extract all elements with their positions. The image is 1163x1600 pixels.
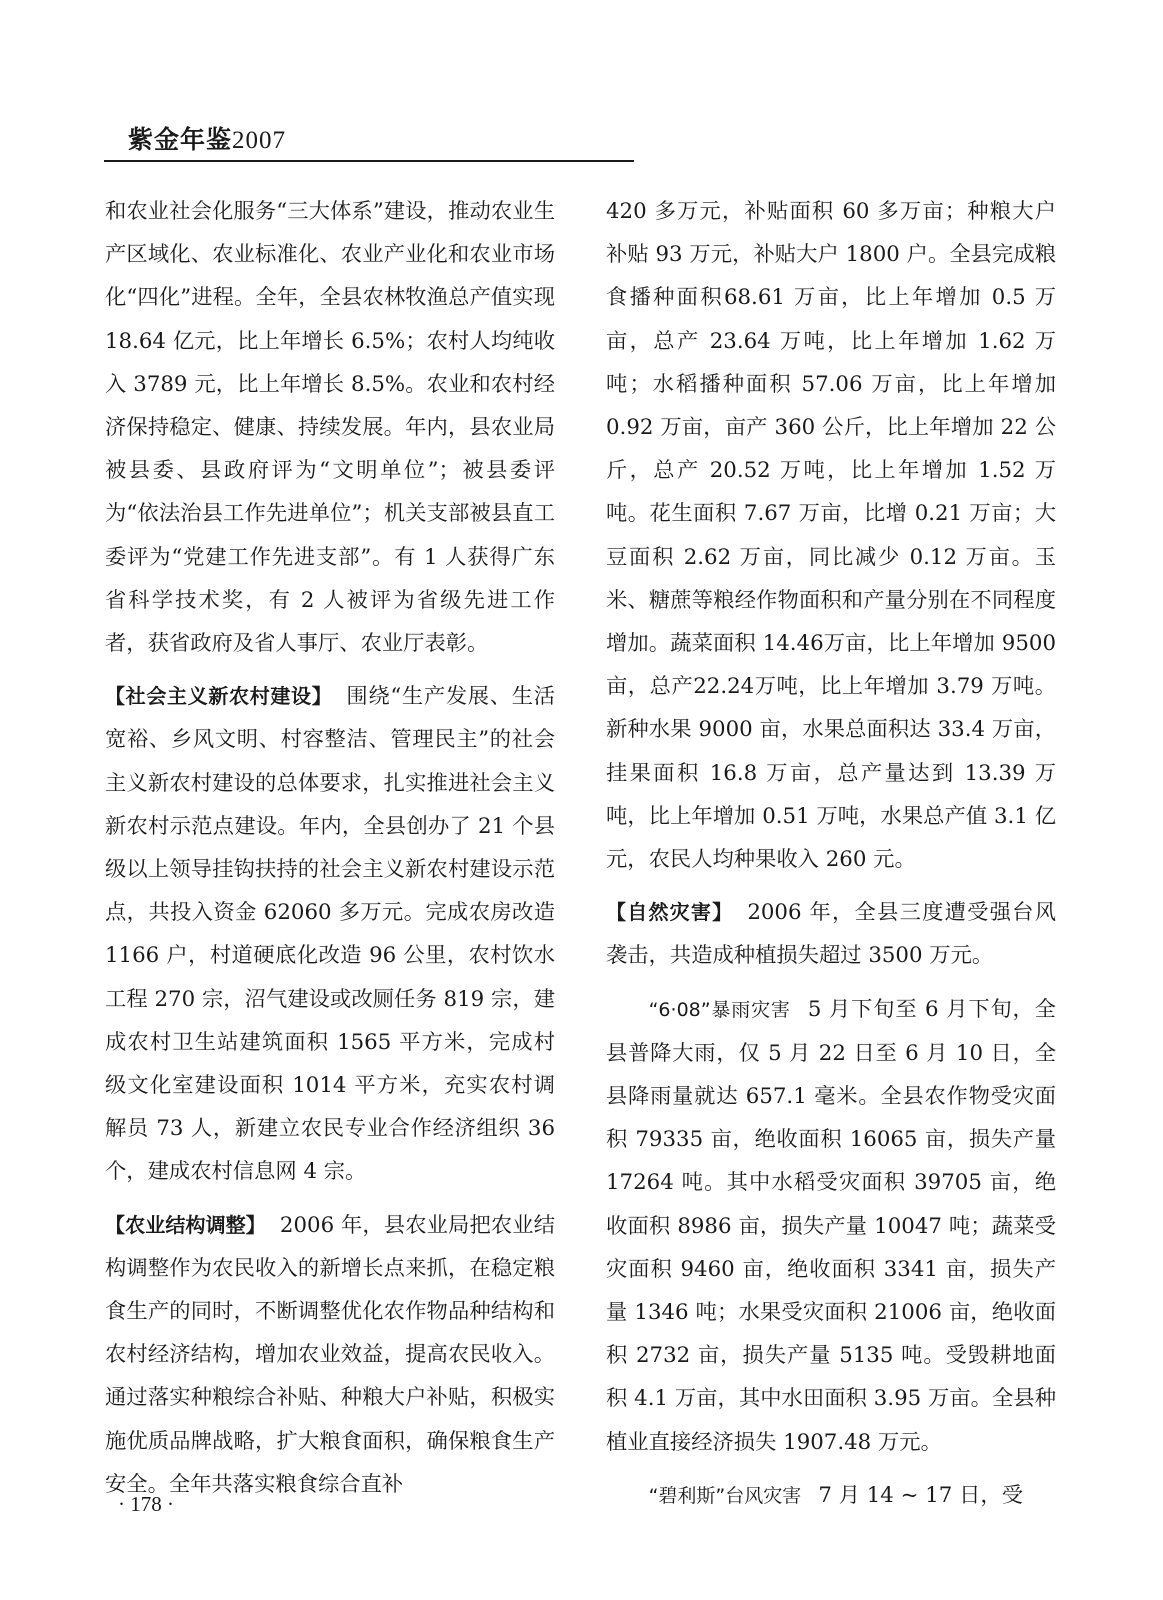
section-text: 2006 年，全县三度遭受强台风袭击，共造成种植损失超过 3500 万元。: [606, 900, 1056, 969]
subsection-text: 5 月下旬至 6 月下旬，全县普降大雨，仅 5 月 22 日至 6 月 10 日，全县降雨量就达 657.1 毫米。全县农作物受灾面积 79335 亩，绝收面积 16065 亩，损失产量 17264 吨。其中水稻受灾面积 39705 亩，绝收面积 8986 亩，损失产量 10047 吨；蔬菜受灾面积 9460 亩，绝收面积 3341 亩，损失产量 1346 吨；水果受灾面积 21006 亩，绝收面积 2732 亩，损失产量 5135 吨。受毁耕地面积 4.1 万亩，其中水田面积 3.95 万亩。全县种植业直接经济损失 1907.48 万元。: [606, 996, 1056, 1455]
running-header: [128, 120, 286, 156]
section-text: 围绕“生产发展、生活宽裕、乡风文明、村容整洁、管理民主”的社会主义新农村建设的总体要求，扎实推进社会主义新农村示范点建设。年内，全县创办了 21 个县级以上领导挂钩扶持的社会主义新农村建设示范点，共投入资金 62060 多万元。完成农房改造 1166 户，村道硬底化改造 96 公里，农村饮水工程 270 宗，沼气建设或改厕任务 819 宗，建成农村卫生站建筑面积 1565 平方米，完成村级文化室建设面积 1014 平方米，充实农村调解员 73 人，新建立农民专业合作经济组织 36 个，建成农村信息网 4 宗。: [105, 684, 555, 1185]
yearbook-title: 紫金年鉴: [128, 125, 233, 154]
section-text: 2006 年，县农业局把农业结构调整作为农民收入的新增长点来抓，在稳定粮食生产的同时，不断调整优化农作物品种结构和农村经济结构，增加农业效益，提高农民收入。通过落实种粮综合补贴、种粮大户补贴，积极实施优质品牌战略，扩大粮食面积，确保粮食生产安全。全年共落实粮食综合直补: [105, 1212, 555, 1497]
right-column: [606, 190, 1056, 1518]
section-heading: 【农业结构调整】: [105, 1212, 266, 1237]
section-heading: 【自然灾害】: [606, 900, 734, 925]
yearbook-year: 2007: [232, 127, 287, 154]
section-new-countryside: [105, 675, 555, 1193]
subsection-text: 7 月 14 ~ 17 日，受: [818, 1482, 1024, 1508]
section-heading: 【社会主义新农村建设】: [105, 684, 333, 709]
paragraph-grain-production: 420 多万元，补贴面积 60 多万亩；种粮大户补贴 93 万元，补贴大户 1800 户。全县完成粮食播种面积68.61 万亩，比上年增加 0.5 万亩，总产 23.64 万吨，比上年增加 1.62 万吨；水稻播种面积 57.06 万亩，比上年增加 0.92 万亩，亩产 360 公斤，比上年增加 22 公斤，总产 20.52 万吨，比上年增加 1.52 万吨。花生面积 7.67 万亩，比增 0.21 万亩；大豆面积 2.62 万亩，同比减少 0.12 万亩。玉米、糖蔗等粮经作物面积和产量分别在不同程度增加。蔬菜面积 14.46万亩，比上年增加 9500 亩，总产22.24万吨，比上年增加 3.79 万吨。新种水果 9000 亩，水果总面积达 33.4 万亩，挂果面积 16.8 万亩，总产量达到 13.39 万吨，比上年增加 0.51 万吨，水果总产值 3.1 亿元，农民人均种果收入 260 元。: [606, 199, 1056, 873]
subsection-rainstorm: [606, 988, 1056, 1464]
section-structure-adjustment: [105, 1204, 555, 1506]
section-natural-disasters: [606, 891, 1056, 977]
left-column: [105, 190, 555, 1506]
paragraph-agriculture-overview: 和农业社会化服务“三大体系”建设，推动农业生产区域化、农业标准化、农业产业化和农业市场化“四化”进程。全年，全县农林牧渔总产值实现 18.64 亿元，比上年增长 6.5%；农村人均纯收入 3789 元，比上年增长 8.5%。农业和农村经济保持稳定、健康、持续发展。年内，县农业局被县委、县政府评为“文明单位”；被县委评为“依法治县工作先进单位”；机关支部被县直工委评为“党建工作先进支部”。有 1 人获得广东省科学技术奖，有 2 人被评为省级先进工作者，获省政府及省人事厅、农业厅表彰。: [105, 199, 555, 657]
page-number: · 178 ·: [118, 1492, 174, 1516]
subsection-heading: “碧利斯”台风灾害: [648, 1484, 802, 1507]
subsection-heading: “6·08”暴雨灾害: [648, 998, 791, 1021]
header-rule: [104, 160, 634, 162]
subsection-typhoon: [606, 1474, 1056, 1518]
